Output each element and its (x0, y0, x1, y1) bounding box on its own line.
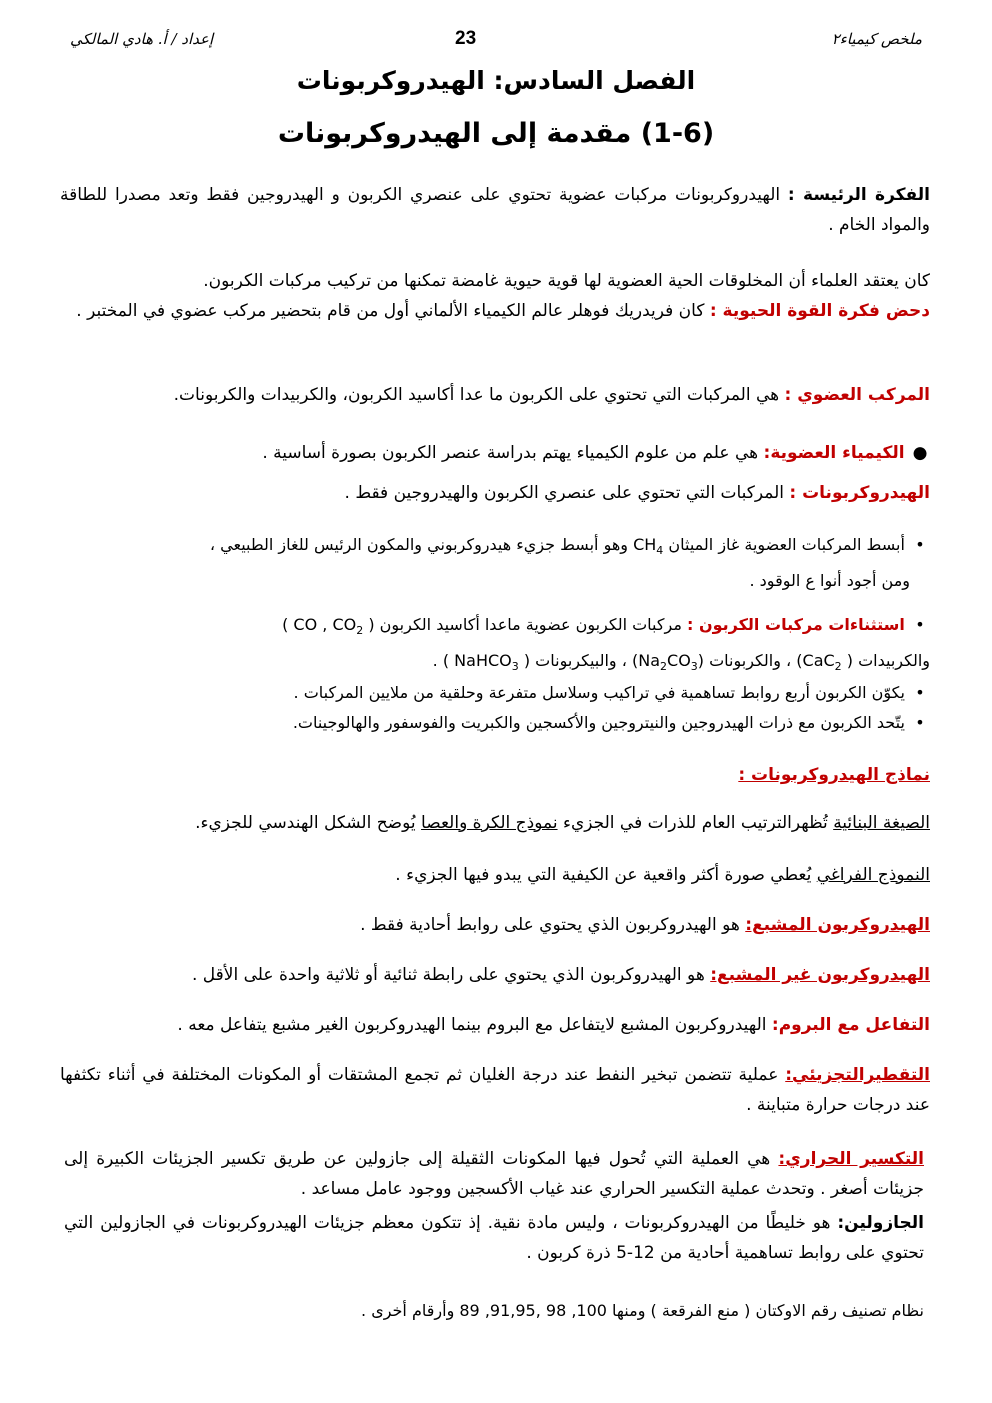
cracking-label: التكسير الحراري: (778, 1149, 924, 1169)
carbide-c: CaC (802, 651, 835, 671)
fractional-distillation (60, 1060, 930, 1120)
organic-compound-text: هي المركبات التي تحتوي على الكربون ما عدا أكاسيد الكربون، والكربيدات والكربونات. (173, 385, 780, 405)
bullet-dot-icon: ● (912, 443, 928, 463)
carbon-bond-bullet (60, 678, 930, 708)
space-filling-model (60, 860, 930, 890)
exceptions-label: استثناءات مركبات الكربون : (687, 615, 905, 634)
bromine-text: الهيدروكربون المشبع لايتفاعل مع البروم بينما الهيدروكربون الغير مشبع يتفاعل معه . (177, 1015, 767, 1035)
hydrocarbons-label: الهيدروكربونات : (789, 483, 930, 503)
gasoline-label: الجازولين: (837, 1213, 924, 1233)
saturated-label: الهيدروكربون المشبع: (745, 915, 930, 935)
vital-force-intro: كان يعتقد العلماء أن المخلوقات الحية العضوية لها قوية حيوية غامضة تمكنها من تركيب مركبات الكربون. (203, 271, 930, 291)
vital-force-label: دحض فكرة القوة الحيوية : (709, 301, 930, 321)
methane-text-line2: ومن أجود أنوا ع الوقود . (749, 571, 910, 591)
vital-force-text: كان فريدريك فوهلر عالم الكيمياء الألماني أول من قام بتحضير مركب عضوي في المختبر . (76, 301, 705, 321)
bromine-label: التفاعل مع البروم: (771, 1015, 930, 1035)
main-idea-label: الفكرة الرئيسة : (787, 185, 931, 205)
methane-formula-c: CH (633, 535, 657, 554)
carbon-oxides (282, 615, 375, 638)
carbon-combine-bullet (60, 708, 930, 738)
chapter-title: الفصل السادس: الهيدروكربونات (296, 66, 696, 95)
carbonate-sub2: 3 (690, 660, 698, 674)
saturated-hydrocarbon (60, 910, 930, 940)
oxides-sub: 2 (356, 624, 364, 638)
organic-chemistry-text: هي علم من علوم الكيمياء يهتم بدراسة عنصر الكربون بصورة أساسية . (262, 443, 759, 463)
carbonate-sub1: 2 (660, 660, 668, 674)
vital-force-refutation (60, 296, 930, 326)
header-subject: ملخص كيمياء٢ (831, 30, 922, 48)
carbide-formula (802, 651, 842, 674)
methane-bullet (60, 530, 930, 596)
organic-compound (60, 380, 930, 410)
unsaturated-hydrocarbon (60, 960, 930, 990)
carbides-text: والكربيدات (858, 651, 930, 671)
carbonate-co: CO (667, 651, 691, 671)
hydrocarbons-definition (60, 478, 930, 508)
cracking-text: هي العملية التي تُحول فيها المكونات الثقيلة إلى جازولين عن طريق تكسير الجزيئات الكبيرة إلى جزيئات أصغر . وتحدث عملية التكسير الحراري عند غياب الأكسجين ووجود عامل مساعد . (64, 1149, 924, 1199)
oxides-end: ) (368, 615, 375, 634)
section-title: (1-6) مقدمة إلى الهيدروكربونات (277, 118, 715, 149)
carbonate-formula (638, 651, 698, 674)
structural-text: تُظهرالترتيب العام للذرات في الجزيء (562, 813, 828, 833)
organic-compound-label: المركب العضوي : (784, 385, 930, 405)
oxides-text: ( CO , CO (282, 615, 357, 634)
fractional-label: التقطيرالتجزيئي: (785, 1065, 930, 1085)
gasoline (64, 1208, 924, 1268)
bicarb-text: NaHCO (454, 651, 512, 671)
gasoline-text: هو خليطًا من الهيدروكربونات ، وليس مادة نقية. إذ تتكون معظم جزيئات الهيدروكربونات في الجازولين التي تحتوي على روابط تساهمية أحادية من 12-5 ذرة كربون . (64, 1213, 924, 1263)
exceptions-text: مركبات الكربون عضوية ماعدا أكاسيد الكربون (379, 615, 682, 634)
ball-stick-text: يُوضح الشكل الهندسي للجزيء. (195, 813, 416, 833)
space-text: يُعطي صورة أكثر واقعية عن الكيفية التي يبدو فيها الجزيء . (395, 865, 812, 885)
structural-formula (60, 808, 930, 838)
organic-chemistry-label: الكيمياء العضوية: (763, 443, 905, 463)
organic-chemistry (60, 438, 930, 468)
bicarbonates-text: ، والبيكربونات (535, 651, 627, 671)
hydrocarbons-text: المركبات التي تحتوي على عنصري الكربون والهيدروجين فقط . (344, 483, 784, 503)
main-idea-text: الهيدروكربونات مركبات عضوية تحتوي على عنصري الكربون و الهيدروجين فقط وتعد مصدرا للطاقة والمواد الخام . (60, 185, 930, 235)
carbon-bond-text: يكوّن الكربون أربع روابط تساهمية في تراكيب وسلاسل متفرعة وحلقية من ملايين المركبات . (293, 683, 905, 702)
unsaturated-text: هو الهيدروكربون الذي يحتوي على رابطة ثنائية أو ثلاثية واحدة على الأقل . (191, 965, 705, 985)
bullet-dot-icon: • (915, 615, 925, 634)
methane-formula (633, 535, 664, 558)
structural-label: الصيغة البنائية (833, 813, 930, 833)
carbonate-na: Na (638, 651, 661, 671)
bromine-reaction (60, 1010, 930, 1040)
bullet-dot-icon: • (915, 683, 925, 702)
bullet-dot-icon: • (915, 535, 925, 554)
carbon-combine-text: يتّحد الكربون مع ذرات الهيدروجين والنيتروجين والأكسجين والكبريت والفوسفور والهالوجينات. (292, 713, 905, 732)
models-heading-text: نماذج الهيدروكربونات : (738, 765, 930, 785)
thermal-cracking (64, 1144, 924, 1204)
page-number: 23 (455, 28, 477, 49)
space-label: النموذج الفراغي (816, 865, 930, 885)
methane-formula-sub: 4 (656, 544, 664, 558)
models-heading (60, 760, 930, 790)
carbonates-text: ، والكربونات (709, 651, 792, 671)
carbide-sub: 2 (834, 660, 842, 674)
methane-text-b: وهو أبسط جزيء هيدروكربوني والمكون الرئيس للغاز الطبيعي ، (209, 535, 628, 554)
header-author: إعداد / أ. هادي المالكي (70, 30, 214, 48)
methane-text-a: أبسط المركبات العضوية غاز الميثان (668, 535, 905, 554)
main-idea (60, 180, 930, 240)
bullet-dot-icon: • (915, 713, 925, 732)
unsaturated-label: الهيدروكربون غير المشبع: (710, 965, 930, 985)
fractional-text: عملية تتضمن تبخير النفط عند درجة الغليان ثم تجمع المشتقات أو المكونات المختلفة في أثناء تكثفها عند درجات حرارة متباينة . (60, 1065, 930, 1115)
saturated-text: هو الهيدروكربون الذي يحتوي على روابط أحادية فقط . (360, 915, 740, 935)
bicarb-sub: 3 (511, 660, 519, 674)
ball-stick-label: نموذج الكرة والعصا (421, 813, 558, 833)
exceptions: • استثناءات مركبات الكربون : مركبات الكربون عضوية ماعدا أكاسيد الكربون ( CO , $CO_2$ ) والكربيدات ( CaC$_2$) ، والكربونات $(Na_2CO_3)$ ، والبيكربونات ( NaHCO$_3$ ) . (60, 610, 930, 682)
octane-rating: نظام تصنيف رقم الاوكتان ( منع الفرقعة ) ومنها 100, 98 ,91,95, 89 وأرقام أخرى . (361, 1301, 924, 1320)
bicarbonate-formula (454, 651, 519, 674)
